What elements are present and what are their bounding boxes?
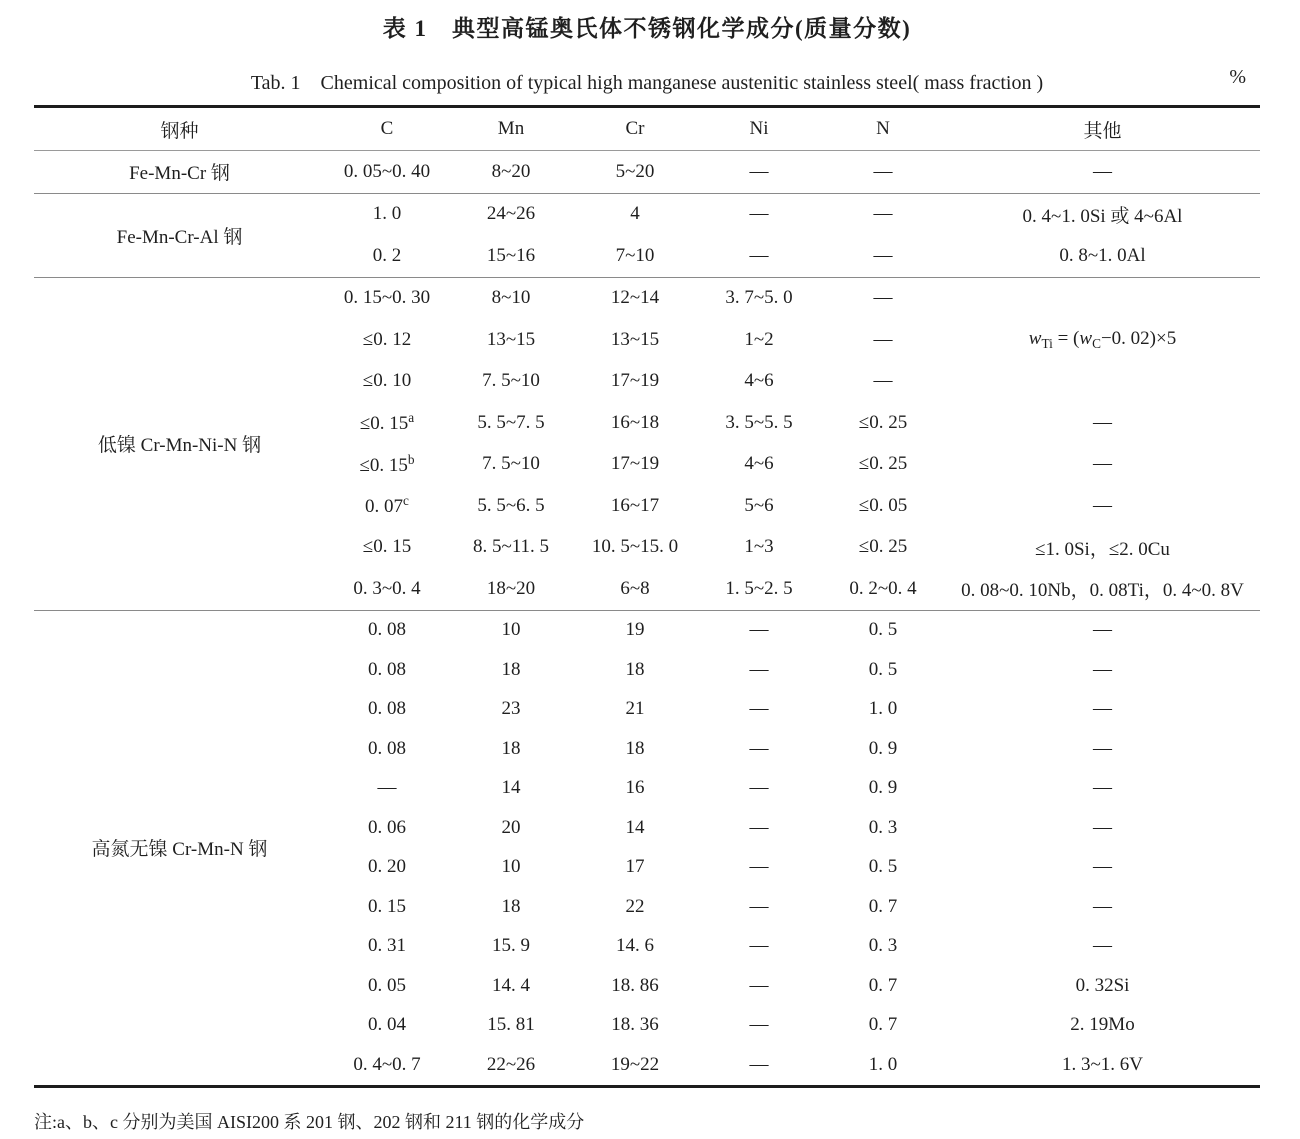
table-cell: 5. 5~7. 5 [477, 411, 545, 433]
column-header-mn: Mn [449, 107, 573, 151]
column-header-ni: Ni [697, 107, 821, 151]
table-cell: ≤0. 15$^b$ [359, 451, 415, 476]
table-cell: — [749, 203, 769, 225]
table-cell: — [749, 737, 769, 759]
table-cell: 13~15 [486, 328, 536, 350]
table-cell: 0. 05 [368, 974, 406, 996]
table-cell: 0. 06 [368, 816, 406, 838]
table-cell: 0. 07$^c$ [365, 493, 409, 518]
unit-label: % [1229, 66, 1246, 88]
table-cell: 18. 86 [611, 974, 659, 996]
table-cell: 5. 5~6. 5 [477, 494, 545, 516]
table-cell: 2. 19Mo [1070, 1014, 1135, 1036]
table-cell: 18 [625, 658, 645, 680]
table-cell: 0. 15 [368, 895, 406, 917]
table-cell: 0. 04 [368, 1014, 406, 1036]
column-header-other: 其他 [945, 107, 1260, 151]
table-cell: 0. 31 [368, 935, 406, 957]
table-title-en: Tab. 1 Chemical composition of typical high manganese austenitic stainless steel( mass fraction ) [250, 72, 1044, 94]
table-cell: 4~6 [744, 370, 774, 392]
table-cell: 0. 7 [868, 1014, 898, 1036]
composition-table [34, 105, 1260, 1088]
table-cell [945, 277, 1260, 319]
table-cell: — [697, 235, 821, 277]
table-cell: 6~8 [573, 568, 697, 610]
table-cell: — [945, 151, 1260, 194]
table-cell: 18 [625, 737, 645, 759]
table-cell: ≤0. 12 [362, 328, 412, 350]
table-cell: $w_{Ti} = (w_C-0$. 02)×5 [1028, 327, 1177, 351]
table-cell: 16~18 [610, 411, 660, 433]
table-cell: 0. 7 [868, 895, 898, 917]
table-cell: — [873, 203, 893, 225]
table-cell: ≤0. 05 [858, 494, 908, 516]
paper-page [34, 0, 1260, 1134]
table-cell: — [1093, 737, 1112, 759]
header-row [34, 107, 1260, 151]
table-cell: — [821, 235, 945, 277]
column-header-c: C [325, 107, 449, 151]
table-cell: 0. 32Si [1075, 974, 1130, 996]
table-cell: 18 [501, 895, 521, 917]
table-cell: 0. 5 [868, 658, 898, 680]
table-cell: — [1093, 777, 1112, 799]
table-cell: — [749, 856, 769, 878]
table-cell: 1~3 [744, 536, 774, 558]
table-cell: 7. 5~10 [482, 370, 540, 392]
table-cell: 0. 05~0. 40 [325, 151, 449, 194]
table-cell: — [749, 619, 769, 641]
table-cell: — [1093, 453, 1112, 475]
table-cell: — [697, 151, 821, 194]
table-cell: 5~6 [744, 494, 774, 516]
table-cell: 1~2 [744, 328, 774, 350]
table-cell: — [873, 287, 893, 309]
table-cell: — [749, 1053, 769, 1075]
table-cell: 0. 20 [368, 856, 406, 878]
table-cell: — [749, 777, 769, 799]
table-cell: — [873, 370, 893, 392]
table-cell: 7. 5~10 [482, 453, 540, 475]
table-cell: 10. 5~15. 0 [591, 536, 679, 558]
table-cell: 0. 8~1. 0Al [945, 235, 1260, 277]
table-cell: 17 [625, 856, 645, 878]
table-cell: 18 [501, 658, 521, 680]
table-cell: 0. 5 [868, 856, 898, 878]
table-cell: — [1093, 619, 1112, 641]
table-cell: 0. 08 [368, 619, 406, 641]
table-cell: — [749, 658, 769, 680]
subtitle-row [34, 66, 1260, 92]
footnote: 注:a、b、c 分别为美国 AISI200 系 201 钢、202 钢和 211 钢的化学成分 [34, 1111, 585, 1132]
table-cell: — [749, 1014, 769, 1036]
table-cell: 0. 3~0. 4 [325, 568, 449, 610]
table-row [34, 277, 1260, 319]
table-cell: 0. 9 [868, 737, 898, 759]
table-cell: ≤0. 25 [858, 411, 908, 433]
table-row [34, 610, 1260, 650]
table-cell: 0. 7 [868, 974, 898, 996]
table-cell: ≤0. 10 [362, 370, 412, 392]
table-cell: 16~17 [610, 494, 660, 516]
table-cell: 1. 0 [868, 698, 898, 720]
table-cell: 3. 7~5. 0 [725, 287, 793, 309]
table-cell [945, 361, 1260, 403]
table-cell: 7~10 [573, 235, 697, 277]
table-cell: — [1093, 856, 1112, 878]
table-cell: 1. 5~2. 5 [697, 568, 821, 610]
steel-type-group-label: 高氮无镍 Cr-Mn-N 钢 [91, 839, 268, 860]
table-cell: 14 [625, 816, 645, 838]
table-cell: 0. 15~0. 30 [343, 287, 431, 309]
table-cell: 1. 0 [868, 1053, 898, 1075]
table-cell: 19 [625, 619, 645, 641]
table-cell: 0. 5 [868, 619, 898, 641]
table-cell: 14. 4 [492, 974, 530, 996]
column-header-n: N [821, 107, 945, 151]
table-row [34, 193, 1260, 235]
table-cell: — [1093, 935, 1112, 957]
table-cell: 15. 81 [487, 1014, 535, 1036]
table-cell: — [377, 777, 397, 799]
table-cell: 0. 08 [368, 658, 406, 680]
column-header-steel-type: 钢种 [34, 107, 325, 151]
table-cell: 17~19 [610, 453, 660, 475]
table-cell: 10 [501, 856, 521, 878]
table-cell: 14. 6 [616, 935, 654, 957]
table-cell: ≤0. 15$^a$ [359, 410, 415, 435]
table-cell: 10 [501, 619, 521, 641]
table-cell: 15~16 [449, 235, 573, 277]
table-cell: — [1093, 816, 1112, 838]
table-cell: 5~20 [573, 151, 697, 194]
table-cell: ≤1. 0Si，≤2. 0Cu [1035, 538, 1170, 560]
table-cell: 0. 3 [868, 816, 898, 838]
table-cell: — [873, 328, 893, 350]
table-cell: — [1093, 494, 1112, 516]
table-cell: ≤0. 25 [858, 453, 908, 475]
table-cell: ≤0. 15 [362, 536, 412, 558]
table-cell: 17~19 [610, 370, 660, 392]
table-cell: 23 [501, 698, 521, 720]
table-body [34, 151, 1260, 1087]
table-row [34, 151, 1260, 194]
table-cell: 18 [501, 737, 521, 759]
steel-type-group-label: Fe-Mn-Cr 钢 [34, 151, 325, 194]
table-cell: 0. 08 [368, 737, 406, 759]
table-cell: 22 [625, 895, 645, 917]
table-cell: 14 [501, 777, 521, 799]
steel-type-group-label: Fe-Mn-Cr-Al 钢 [34, 193, 325, 277]
table-cell: — [1093, 698, 1112, 720]
table-cell: 15. 9 [492, 935, 530, 957]
table-cell: 0. 08 [368, 698, 406, 720]
table-cell: — [749, 698, 769, 720]
table-cell: — [1093, 411, 1112, 433]
table-cell: 0. 3 [868, 935, 898, 957]
table-cell: 13~15 [610, 328, 660, 350]
table-cell: 20 [501, 816, 521, 838]
table-cell: 16 [625, 777, 645, 799]
table-cell: 22~26 [486, 1053, 536, 1075]
table-cell: 0. 9 [868, 777, 898, 799]
table-cell: 8~10 [491, 287, 531, 309]
table-cell: 0. 2~0. 4 [821, 568, 945, 610]
table-cell: 0. 4~0. 7 [353, 1053, 421, 1075]
steel-type-group-label: 低镍 Cr-Mn-Ni-N 钢 [34, 277, 325, 610]
table-cell: 19~22 [610, 1053, 660, 1075]
table-cell: ≤0. 25 [858, 536, 908, 558]
table-cell: — [749, 816, 769, 838]
table-title-zh: 表 1 典型高锰奥氏体不锈钢化学成分(质量分数) [382, 16, 912, 41]
table-cell: — [749, 895, 769, 917]
table-cell: 8. 5~11. 5 [472, 536, 550, 558]
table-cell: 12~14 [610, 287, 660, 309]
table-cell: 18. 36 [611, 1014, 659, 1036]
table-cell: 24~26 [486, 203, 536, 225]
table-cell: — [1093, 658, 1112, 680]
table-cell: 1. 0 [372, 203, 402, 225]
column-header-cr: Cr [573, 107, 697, 151]
table-cell: — [749, 935, 769, 957]
table-cell: — [1093, 895, 1112, 917]
table-cell: 0. 4~1. 0Si 或 4~6Al [1022, 205, 1183, 227]
table-cell: 0. 08~0. 10Nb，0. 08Ti，0. 4~0. 8V [945, 568, 1260, 610]
table-cell: 4 [630, 203, 640, 225]
table-cell: 4~6 [744, 453, 774, 475]
table-cell: 21 [625, 698, 645, 720]
table-cell: 0. 2 [325, 235, 449, 277]
table-cell: 18~20 [449, 568, 573, 610]
table-cell: 3. 5~5. 5 [725, 411, 793, 433]
table-cell: — [749, 974, 769, 996]
table-cell: 8~20 [449, 151, 573, 194]
table-cell: 1. 3~1. 6V [1061, 1053, 1143, 1075]
table-cell: — [821, 151, 945, 194]
table-header [34, 107, 1260, 151]
